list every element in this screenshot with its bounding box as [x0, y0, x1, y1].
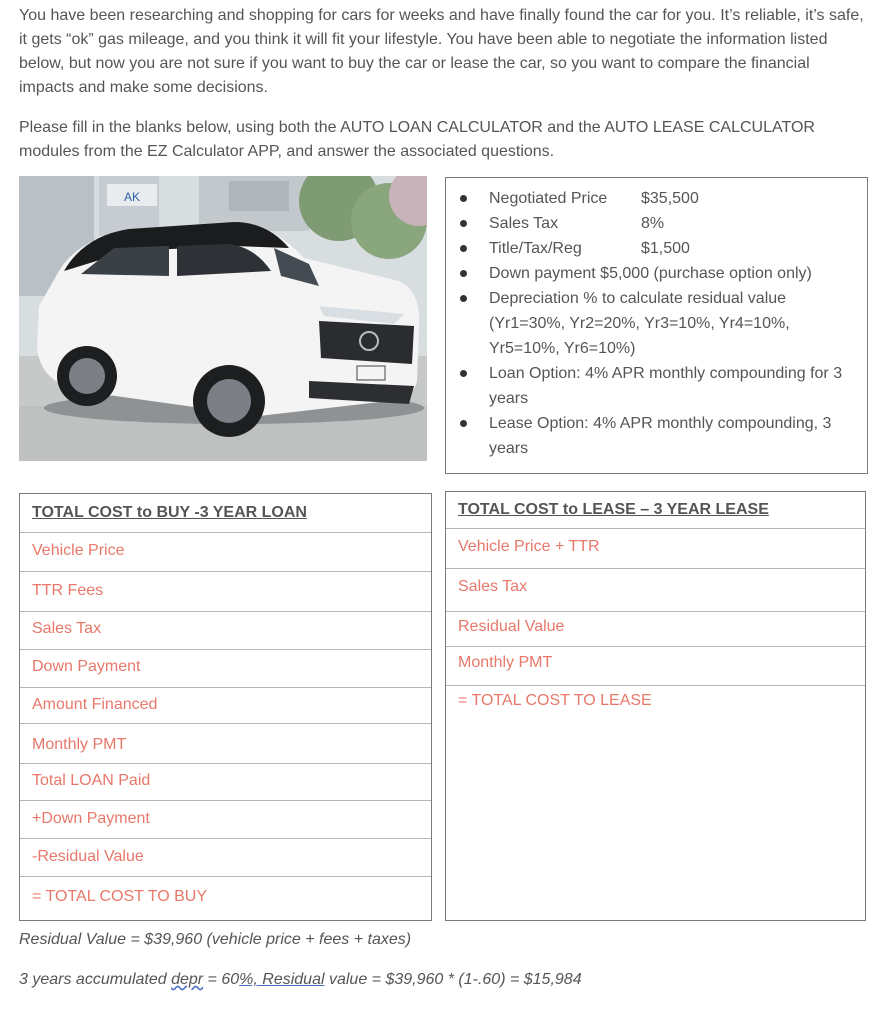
row-label: = TOTAL COST TO LEASE: [458, 692, 652, 709]
row-label: Sales Tax: [458, 578, 528, 595]
row-label: Vehicle Price + TTR: [458, 538, 600, 555]
depreciation-note: [19, 971, 582, 989]
term-value: $35,500: [641, 190, 699, 207]
table-row[interactable]: [20, 877, 431, 920]
list-item: [446, 236, 867, 261]
car-photo: [19, 176, 427, 461]
row-label: Monthly PMT: [458, 654, 553, 671]
row-label: Down Payment: [32, 658, 141, 675]
table-row[interactable]: [20, 688, 431, 724]
table-title: TOTAL COST to LEASE – 3 YEAR LEASE: [458, 501, 769, 518]
table-row[interactable]: [20, 650, 431, 688]
list-item: Down payment $5,000 (purchase option only): [446, 261, 867, 286]
note-text: 3 years accumulated: [19, 971, 172, 988]
note-text: %, Residual: [239, 971, 325, 988]
list-item: Depreciation % to calculate residual value (Yr1=30%, Yr2=20%, Yr3=10%, Yr4=10%, Yr5=10%, Yr6=10%): [446, 286, 867, 361]
table-header-row: [446, 492, 865, 529]
table-row[interactable]: [446, 686, 865, 726]
lease-cost-table: [445, 491, 866, 921]
row-label: = TOTAL COST TO BUY: [32, 888, 208, 905]
buy-cost-table: [19, 493, 432, 921]
term-label: Negotiated Price: [489, 190, 608, 207]
term-label: Sales Tax: [489, 215, 559, 232]
row-label: Residual Value: [458, 618, 565, 635]
table-row[interactable]: [20, 801, 431, 839]
row-label: TTR Fees: [32, 582, 104, 599]
note-text: value = $39,960 * (1-.60) = $15,984: [324, 971, 582, 988]
table-title: TOTAL COST to BUY -3 YEAR LOAN: [32, 504, 307, 521]
row-label: +Down Payment: [32, 810, 150, 827]
instructions-paragraph: Please fill in the blanks below, using both the AUTO LOAN CALCULATOR and the AUTO LEASE CALCULATOR modules from the EZ Calculator APP, and answer the associated questions.: [19, 119, 815, 160]
table-row[interactable]: [446, 612, 865, 647]
list-item: [446, 186, 867, 211]
term-value: 8%: [641, 215, 665, 232]
table-row[interactable]: [20, 724, 431, 764]
table-row[interactable]: [20, 764, 431, 801]
list-item: [446, 211, 867, 236]
table-row[interactable]: [20, 839, 431, 877]
row-label: Total LOAN Paid: [32, 772, 151, 789]
dealer-sign: AK: [124, 190, 141, 204]
row-label: Sales Tax: [32, 620, 102, 637]
deal-terms-box: [445, 177, 868, 474]
table-row[interactable]: [446, 529, 865, 569]
table-header-row: [20, 494, 431, 533]
intro-paragraph: You have been researching and shopping for cars for weeks and have finally found the car for you. It’s reliable, it’s safe, it gets “ok” gas mileage, and you think it will fit your lifestyle. You have been able to negotiate the information listed below, but now you are not sure if you want to buy the car or lease the car, so you want to compare the financial impacts and make some decisions.: [19, 7, 864, 96]
table-row[interactable]: [20, 612, 431, 650]
row-label: Monthly PMT: [32, 736, 127, 753]
table-row[interactable]: [20, 572, 431, 612]
note-text: = 60: [203, 971, 240, 988]
table-row[interactable]: [446, 647, 865, 686]
deal-terms-list: [446, 186, 867, 461]
row-label: Vehicle Price: [32, 542, 125, 559]
residual-note: Residual Value = $39,960 (vehicle price + fees + taxes): [19, 931, 412, 948]
table-row[interactable]: [20, 532, 431, 572]
row-label: Amount Financed: [32, 696, 158, 713]
list-item: Lease Option: 4% APR monthly compounding, 3 years: [446, 411, 867, 461]
row-label: -Residual Value: [32, 848, 144, 865]
list-item: Loan Option: 4% APR monthly compounding for 3 years: [446, 361, 867, 411]
note-text: depr: [171, 971, 204, 988]
table-row[interactable]: [446, 569, 865, 612]
term-value: $1,500: [641, 240, 690, 257]
term-label: Title/Tax/Reg: [489, 240, 582, 257]
